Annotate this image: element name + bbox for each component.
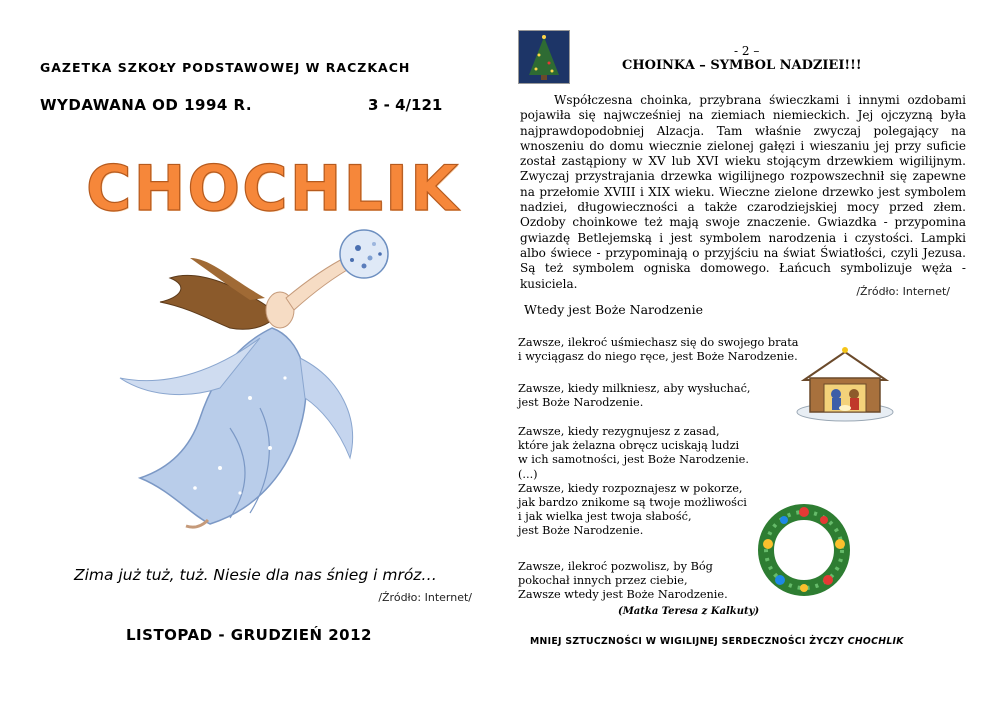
masthead-title: CHOCHLIK <box>86 152 461 225</box>
poem-line: Zawsze, ilekroć uśmiechasz się do swojego brata <box>518 336 799 349</box>
holiday-wish <box>530 636 904 647</box>
poem-refrain: jest Boże Narodzenie. <box>518 396 644 410</box>
poem-line: pokochał innych przez ciebie, <box>518 574 688 588</box>
issue-number: 3 - 4/121 <box>368 96 443 114</box>
poem-line <box>518 350 799 364</box>
angel-dress <box>140 328 306 524</box>
article-body: Współczesna choinka, przybrana świeczkami i innymi ozdobami pojawiła się najwcześniej na ziemiach niemieckich. Jej ojczyzną była najprawdopodobniej Alzacja. Tam właśnie zwyczaj polegający na wnoszeniu do domu wiecznie zielonej gałęzi i wieszaniu jej przy suficie został zastąpiony w XV lub XVI wieku stojącym drzewkiem wigilijnym. Zwyczaj przystrajania drzewka wigilijnego rozpowszechnił się zapewne na przełomie XVIII i XIX wieku. Wieczne zielone drzewko jest symbolem nadziei, długowieczności a także czarodziejskiej mocy przed złem. Ozdoby choinkowe też mają swoje znaczenie. Gwiazdka - przypomina gwiazdę Betlejemską i jest symbolem narodzenia i czystości. Lampki albo świece - przypominają o przyjściu na świat Światłości, czyli Jezusa. Są też symbolem ogniska domowego. Łańcuch symbolizuje węża - kusiciela. <box>520 93 966 291</box>
poem-refrain: jest Boże Narodzenie. <box>518 524 644 538</box>
school-line: GAZETKA SZKOŁY PODSTAWOWEJ W RACZKACH <box>40 60 411 75</box>
nativity-illustration <box>794 346 896 422</box>
poem-text: Zawsze wtedy <box>518 588 603 602</box>
poem-refrain: , jest Boże Narodzenie. <box>665 350 798 364</box>
poem-stanza <box>518 425 749 539</box>
article-page <box>496 0 992 702</box>
poem-line <box>518 453 749 467</box>
poem-stanza <box>518 336 799 364</box>
christmas-tree-thumbnail <box>518 30 570 84</box>
article-title: CHOINKA – SYMBOL NADZIEI!!! <box>622 58 862 73</box>
poem-line: jak bardzo znikome są twoje możliwości <box>518 496 747 510</box>
issue-date: LISTOPAD - GRUDZIEŃ 2012 <box>126 626 372 644</box>
winter-poem-line: Zima już tuż, tuż. Niesie dla nas śnieg i mróz… <box>74 566 437 584</box>
poem-line: Zawsze, kiedy rezygnujesz z zasad, <box>518 425 720 438</box>
page-number: - 2 – <box>734 44 760 58</box>
poem-refrain: jest Boże Narodzenie. <box>602 588 728 602</box>
angel-hair <box>160 275 272 329</box>
since-line: WYDAWANA OD 1994 R. <box>40 96 253 114</box>
poem-refrain: jest Boże Narodzenie. <box>623 453 749 467</box>
poem-stanza <box>518 382 751 410</box>
poem-line: Zawsze, kiedy milkniesz, aby wysłuchać, <box>518 382 751 395</box>
poem-line: które jak żelazna obręcz uciskają ludzi <box>518 439 740 453</box>
poem-line: i jak wielka jest twoja słabość, <box>518 510 692 524</box>
source-note-right: /Źródło: Internet/ <box>856 285 950 298</box>
poem-line <box>518 588 728 602</box>
poem-line: Zawsze, ilekroć pozwolisz, by Bóg <box>518 560 713 573</box>
wish-text: MNIEJ SZTUCZNOŚCI W WIGILIJNEJ SERDECZNOŚCI ŻYCZY <box>530 636 848 647</box>
poem-stanza <box>518 560 728 603</box>
poem-line: Zawsze, kiedy rozpoznajesz w pokorze, <box>518 481 743 495</box>
poem-text: i wyciągasz do niego ręce <box>518 350 666 364</box>
poem-text: w ich samotności, <box>518 453 624 467</box>
source-note-left: /Źródło: Internet/ <box>378 591 472 604</box>
poem-ellipsis: (...) <box>518 467 538 481</box>
wish-signature: CHOCHLIK <box>847 636 904 647</box>
angel-illustration <box>100 228 430 530</box>
quote-attribution: (Matka Teresa z Kalkuty) <box>618 606 760 617</box>
poem-title: Wtedy jest Boże Narodzenie <box>524 302 703 317</box>
christmas-wreath-illustration <box>754 500 854 600</box>
